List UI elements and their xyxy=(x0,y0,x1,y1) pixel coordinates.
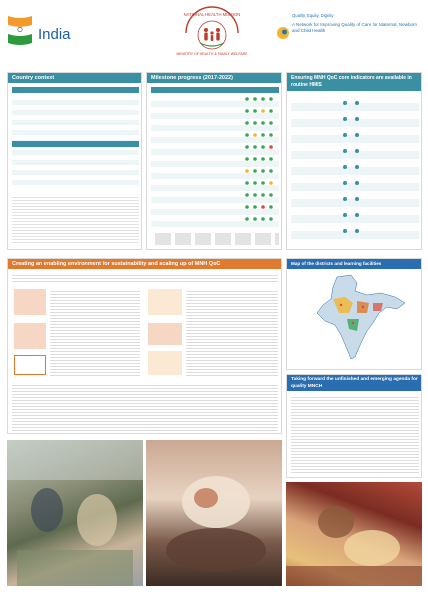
milestones-heading: Milestone progress (2017-2022) xyxy=(147,73,281,83)
country-context-heading: Country context xyxy=(8,73,141,83)
svg-text:NATIONAL HEALTH MISSION: NATIONAL HEALTH MISSION xyxy=(183,12,241,17)
national-health-mission-logo-icon xyxy=(176,5,248,57)
photo-mother-feeding-child xyxy=(286,482,422,586)
taking-forward-heading xyxy=(287,375,421,391)
svg-text:MINISTRY OF HEALTH & FAMILY WE: MINISTRY OF HEALTH & FAMILY WELFARE xyxy=(176,52,248,56)
milestones-legend xyxy=(151,233,279,245)
india-flag-icon xyxy=(6,14,34,48)
enabling-environment-panel xyxy=(7,258,282,434)
initiative-badge-6 xyxy=(148,351,182,375)
map-heading: Map of the districts and learning facilities xyxy=(287,259,421,269)
initiative-text-right xyxy=(186,289,278,377)
indicators-heading-text: Ensuring MNH QoC core indicators are available in routine HMIS xyxy=(291,75,412,88)
country-title: India xyxy=(38,26,71,43)
indicators-heading xyxy=(287,73,421,91)
leadership-intro-text xyxy=(12,273,278,283)
country-context-panel xyxy=(7,72,142,250)
india-districts-map xyxy=(297,273,413,363)
other-quality-initiatives-text xyxy=(12,383,278,431)
milestone-status-dots xyxy=(243,96,279,226)
qed-tagline: Quality, Equity, Dignity xyxy=(292,13,334,18)
milestones-panel xyxy=(146,72,282,250)
country-context-footnotes xyxy=(12,195,139,245)
country-context-table xyxy=(12,87,139,187)
qed-network-name: A Network for Improving Quality of Care for Maternal, Newborn and Child Health xyxy=(292,22,418,33)
map-panel xyxy=(286,258,422,370)
photo-newborn-with-mother xyxy=(146,440,282,586)
indicators-panel xyxy=(286,72,422,250)
taking-forward-text xyxy=(291,395,419,475)
taking-forward-heading-text: Taking forward the unfinished and emerging agenda for quality MNCH xyxy=(291,377,418,389)
taking-forward-panel xyxy=(286,374,422,478)
initiative-badge-1 xyxy=(14,289,46,315)
initiative-badge-4 xyxy=(148,289,182,315)
initiative-badge-2 xyxy=(14,323,46,349)
photo-health-workers xyxy=(7,440,143,586)
enabling-environment-heading: Creating an enabling environment for sustainability and scaling up of MNH QoC xyxy=(8,259,281,269)
initiative-badge-3 xyxy=(14,355,46,375)
indicator-status-dots xyxy=(339,99,367,245)
initiative-badge-5 xyxy=(148,323,182,345)
initiative-text-left xyxy=(50,289,140,377)
